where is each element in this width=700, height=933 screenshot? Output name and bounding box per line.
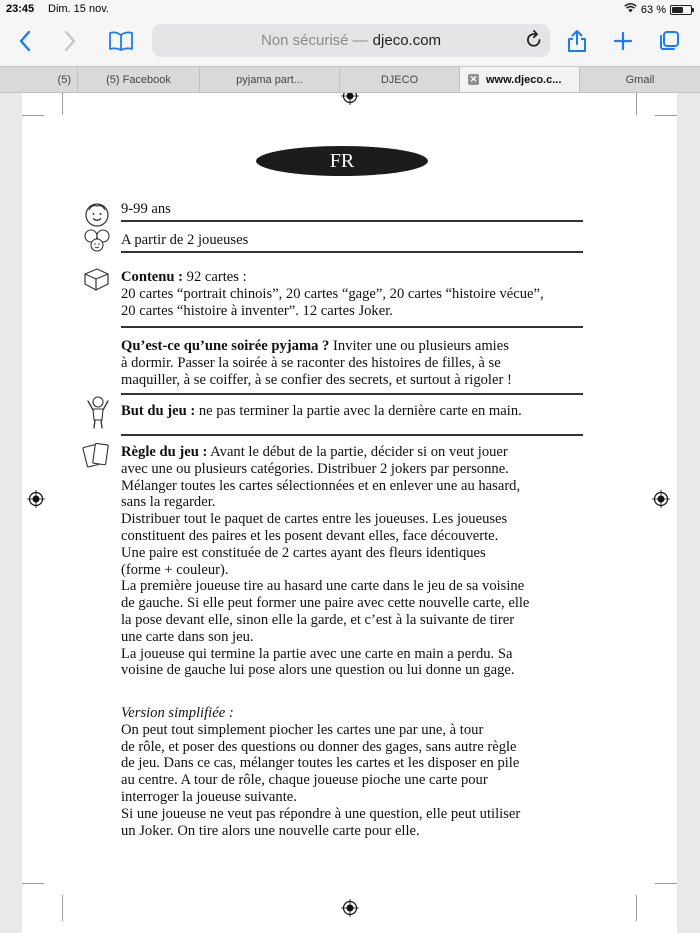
address-domain: djeco.com	[372, 32, 442, 49]
tab-label: Gmail	[625, 73, 655, 86]
divider	[121, 220, 583, 222]
what-label: Qu’est-ce qu’une soirée pyjama ?	[121, 338, 330, 354]
rules-line: (forme + couleur).	[121, 561, 229, 578]
what-line-2: à dormir. Passer la soirée à se raconter des histoires de filles, à se	[121, 354, 501, 371]
age-range: 9-99 ans	[121, 201, 171, 217]
tabs-overview-icon[interactable]	[654, 26, 684, 56]
box-icon	[82, 265, 110, 293]
close-tab-icon[interactable]: ✕	[469, 74, 478, 84]
registration-mark-icon	[652, 490, 670, 508]
contents-line-2: 20 cartes “portrait chinois”, 20 cartes “gage”, 20 cartes “histoire vécue”,	[121, 285, 544, 302]
tab-label: pyjama part...	[236, 73, 303, 86]
tab-1[interactable]	[0, 67, 78, 92]
what-is-block	[121, 338, 512, 388]
crop-mark	[636, 895, 637, 921]
crop-mark	[655, 883, 677, 884]
tab-djeco[interactable]	[340, 67, 460, 92]
tab-label: DJECO	[380, 73, 419, 86]
rules-line: La première joueuse tire au hasard une carte dans le jeu de sa voisine	[121, 578, 525, 595]
registration-mark-icon	[341, 93, 359, 105]
crop-mark	[62, 93, 63, 115]
divider	[121, 326, 583, 328]
tab-pyjama[interactable]	[200, 67, 340, 92]
simplified-block	[121, 705, 520, 839]
rules-line: Distribuer tout le paquet de cartes entre les joueuses. Les joueuses	[121, 511, 508, 528]
rules-line: de gauche. Si elle peut former une paire avec cette nouvelle carte, elle	[121, 595, 530, 612]
cheering-person-icon	[85, 393, 111, 431]
tab-label: (5)	[57, 73, 71, 86]
bookmarks-icon[interactable]	[106, 26, 136, 56]
crop-mark	[655, 115, 677, 116]
browser-toolbar	[0, 20, 700, 64]
back-icon[interactable]	[10, 26, 40, 56]
pdf-viewer[interactable]	[0, 93, 700, 933]
crop-mark	[22, 115, 44, 116]
tab-gmail[interactable]	[580, 67, 700, 92]
address-bar[interactable]	[152, 24, 550, 57]
registration-mark-icon	[27, 490, 45, 508]
players-count: A partir de 2 joueuses	[121, 232, 249, 248]
rules-line: Une paire est constituée de 2 cartes ayant des fleurs identiques	[121, 544, 486, 561]
cards-icon	[82, 440, 112, 470]
clock: 23:45	[6, 3, 35, 15]
contents-line-1	[121, 269, 544, 286]
rules-line: La joueuse qui termine la partie avec une carte en main a perdu. Sa	[121, 645, 513, 662]
battery-icon	[670, 5, 692, 15]
tab-facebook[interactable]	[78, 67, 200, 92]
insecure-label: Non sécurisé —	[260, 32, 368, 49]
contents-block	[121, 269, 544, 319]
rules-line: voisine de gauche lui pose alors une question ou lui donne un gage.	[121, 662, 515, 679]
wifi-icon	[624, 3, 637, 16]
tab-bar	[0, 66, 700, 93]
goal-label: But du jeu :	[121, 403, 196, 419]
what-line-1	[121, 338, 512, 355]
goal-block	[121, 403, 522, 420]
players-icon	[82, 227, 112, 253]
rules-line: Mélanger toutes les cartes sélectionnées et en enlever une au hasard,	[121, 477, 521, 494]
simplified-title	[121, 705, 520, 722]
simplified-line: au centre. A tour de rôle, chaque joueuse pioche une carte pour	[121, 772, 488, 789]
rules-line: la pose devant elle, sinon elle la garde, et c’est à la suivante de tirer	[121, 611, 515, 628]
status-bar	[0, 0, 700, 20]
rules-block	[121, 444, 529, 679]
status-right	[624, 3, 692, 16]
contents-line-3: 20 cartes “histoire à inventer”. 12 cartes Joker.	[121, 302, 393, 319]
rules-line-text: Avant le début de la partie, décider si on veut jouer	[207, 444, 508, 460]
rules-line: constituent des paires et les posent devant elles, face découverte.	[121, 527, 499, 544]
tab-label: (5) Facebook	[106, 73, 171, 86]
rules-line: avec une ou plusieurs catégories. Distribuer 2 jokers par personne.	[121, 460, 509, 477]
simplified-title-text: Version simplifiée :	[121, 705, 234, 721]
reload-icon[interactable]	[526, 30, 542, 53]
contents-label: Contenu :	[121, 269, 184, 285]
simplified-line: de rôle, et poser des questions ou donner des gages, sans autre règle	[121, 738, 517, 755]
battery-percent: 63 %	[640, 3, 666, 16]
goal-text: ne pas terminer la partie avec la dernière carte en main.	[195, 403, 522, 419]
rules-line: une carte dans son jeu.	[121, 628, 254, 645]
crop-mark	[22, 883, 44, 884]
divider	[121, 251, 583, 253]
simplified-line: Si une joueuse ne veut pas répondre à une question, elle peut utiliser	[121, 805, 521, 822]
simplified-line: interroger la joueuse suivante.	[121, 788, 297, 805]
registration-mark-icon	[341, 899, 359, 917]
share-icon[interactable]	[562, 26, 592, 56]
child-face-icon	[83, 201, 111, 229]
forward-icon[interactable]	[55, 26, 85, 56]
crop-mark	[636, 93, 637, 115]
divider	[121, 434, 583, 436]
simplified-line: un Joker. On tire alors une nouvelle carte pour elle.	[121, 822, 420, 839]
rules-line-1	[121, 444, 529, 461]
contents-line-text: 92 cartes :	[183, 269, 247, 285]
simplified-line: de jeu. Dans ce cas, mélanger toutes les cartes et les disposer en pile	[121, 755, 520, 772]
new-tab-icon[interactable]	[608, 26, 638, 56]
rules-line: sans la regarder.	[121, 494, 216, 511]
rules-label: Règle du jeu :	[121, 444, 208, 460]
tab-label: www.djeco.c...	[486, 73, 562, 86]
crop-mark	[62, 895, 63, 921]
what-line-3: maquiller, à se coiffer, à se confier des secrets, et surtout à rigoler !	[121, 371, 512, 388]
language-badge: FR	[256, 146, 428, 176]
document-page	[22, 93, 677, 933]
divider	[121, 393, 583, 395]
tab-djeco-pdf[interactable]	[460, 67, 580, 92]
what-line-text: Inviter une ou plusieurs amies	[329, 338, 509, 354]
simplified-line: On peut tout simplement piocher les cartes une par une, à tour	[121, 721, 484, 738]
date: Dim. 15 nov.	[48, 3, 109, 15]
